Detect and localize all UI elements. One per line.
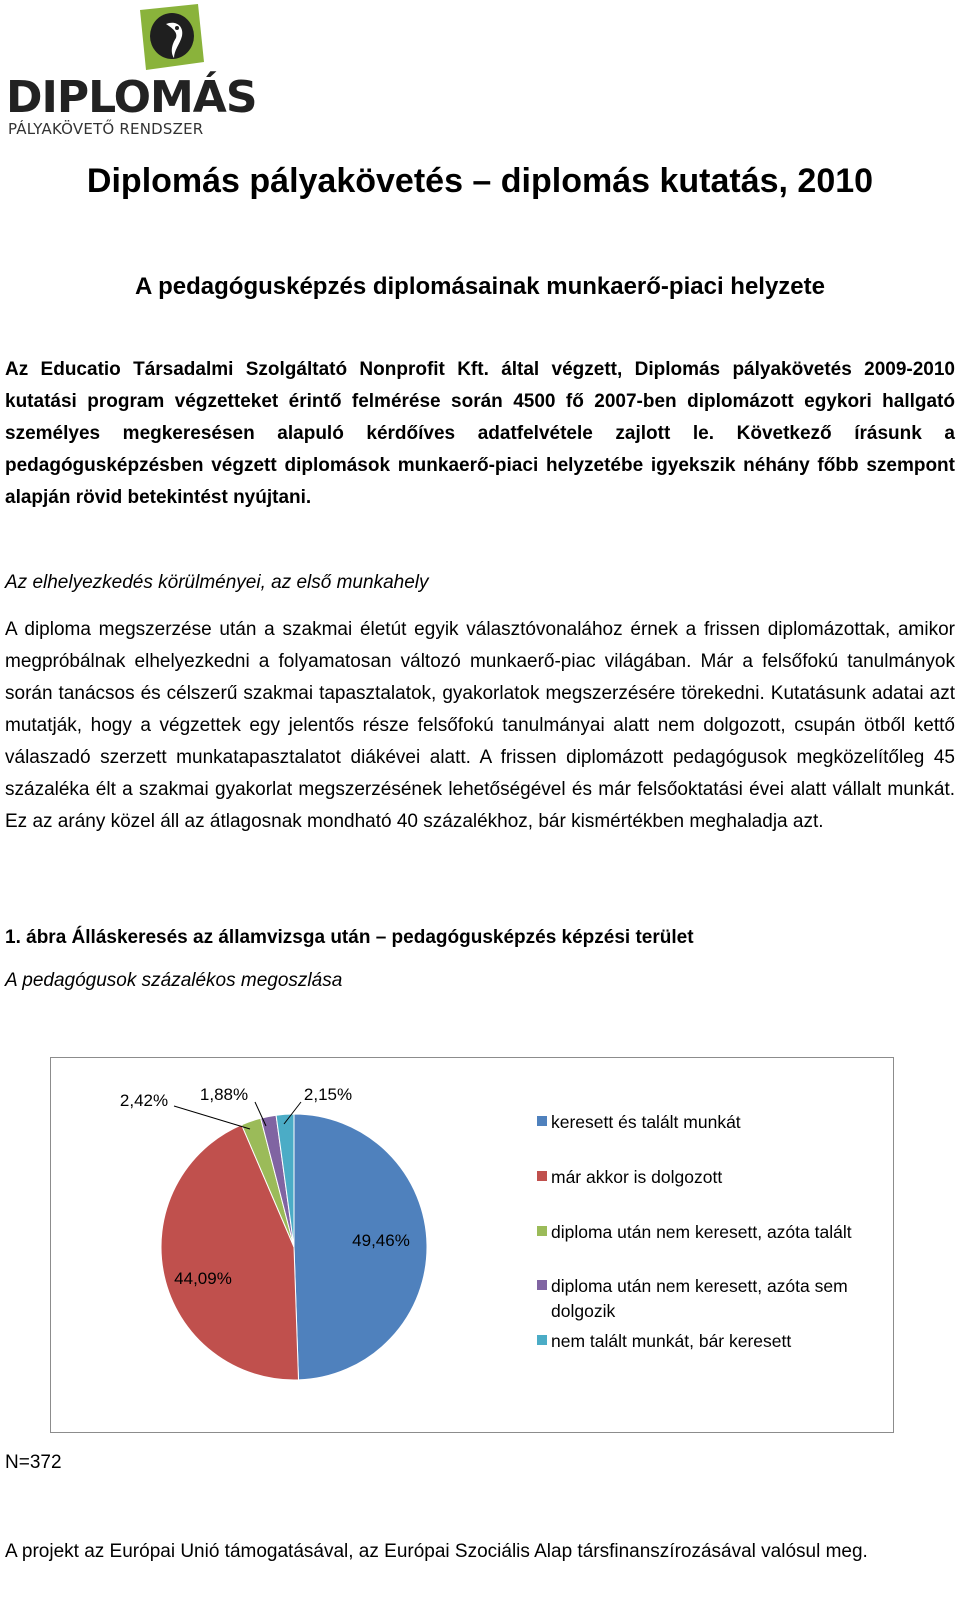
- logo-wordmark: DIPLOMÁS: [6, 72, 257, 123]
- legend-swatch: [537, 1335, 547, 1345]
- data-label: 44,09%: [174, 1269, 232, 1288]
- figure-title: 1. ábra Álláskeresés az államvizsga után – pedagógusképzés képzési terület: [5, 927, 694, 948]
- legend-label: nem talált munkát, bár keresett: [551, 1331, 792, 1351]
- legend-label: keresett és talált munkát: [551, 1112, 741, 1132]
- legend-swatch: [537, 1280, 547, 1290]
- sample-size: N=372: [5, 1452, 62, 1473]
- data-label: 1,88%: [199, 1085, 249, 1104]
- body-paragraph: A diploma megszerzése után a szakmai életút egyik választóvonalához érnek a frissen diplomázottak, amikor megpróbálnak elhelyezkedni a folyamatosan változó munkaerő-piac világában. Már a felsőfokú tanulmányok során tanácsos és célszerű szakmai tapasztalatok, gyakorlatok megszerzésére törekedni. Kutatásunk adatai azt mutatják, hogy a végzettek egy jelentős része felsőfokú tanulmányai alatt nem dolgozott, csupán ötből kettő válaszadó szerzett munkatapasztalatot diákévei alatt. A frissen diplomázott pedagógusok megközelítőleg 45 százaléka élt a szakmai gyakorlat megszerzésének lehetőségével és már felsőoktatási évei alatt vállalt munkát. Ez az arány közel áll az átlagosnak mondható 40 százalékhoz, bár kismértékben meghaladja azt.: [5, 619, 955, 832]
- label-leader-line: [174, 1106, 250, 1129]
- page-subtitle: A pedagógusképzés diplomásainak munkaerő-piaci helyzete: [135, 273, 825, 300]
- pie-chart-canvas: [51, 1058, 893, 1432]
- logo: [6, 2, 257, 142]
- page-title: Diplomás pályakövetés – diplomás kutatás, 2010: [86, 162, 874, 200]
- data-label: 2,15%: [303, 1085, 353, 1104]
- data-label: 2,42%: [119, 1091, 169, 1110]
- bird-icon: [6, 2, 242, 78]
- legend-swatch: [537, 1171, 547, 1181]
- pie-chart: [50, 1057, 894, 1433]
- figure-subtitle: A pedagógusok százalékos megoszlása: [5, 970, 343, 991]
- legend-label: diploma után nem keresett, azóta sem dolgozik: [551, 1276, 848, 1321]
- legend-label: diploma után nem keresett, azóta talált: [551, 1222, 852, 1242]
- legend-label: már akkor is dolgozott: [551, 1167, 723, 1187]
- section-heading: Az elhelyezkedés körülményei, az első munkahely: [5, 572, 429, 593]
- data-label: 49,46%: [352, 1231, 410, 1250]
- legend-swatch: [537, 1116, 547, 1126]
- intro-paragraph: Az Educatio Társadalmi Szolgáltató Nonprofit Kft. által végzett, Diplomás pályakövetés 2009-2010 kutatási program végzetteket érintő felmérése során 4500 fő 2007-ben diplomázott egykori hallgató személyes megkeresésen alapuló kérdőíves adatfelvétele zajlott le. Következő írásunk a pedagógusképzésben végzett diplomások munkaerő-piaci helyzetébe igyekszik néhány főbb szempont alapján rövid betekintést nyújtani.: [5, 359, 955, 508]
- footer-note: A projekt az Európai Unió támogatásával, az Európai Szociális Alap társfinanszírozásával valósul meg.: [5, 1541, 868, 1562]
- logo-tagline: PÁLYAKÖVETŐ RENDSZER: [8, 120, 204, 138]
- legend-swatch: [537, 1226, 547, 1236]
